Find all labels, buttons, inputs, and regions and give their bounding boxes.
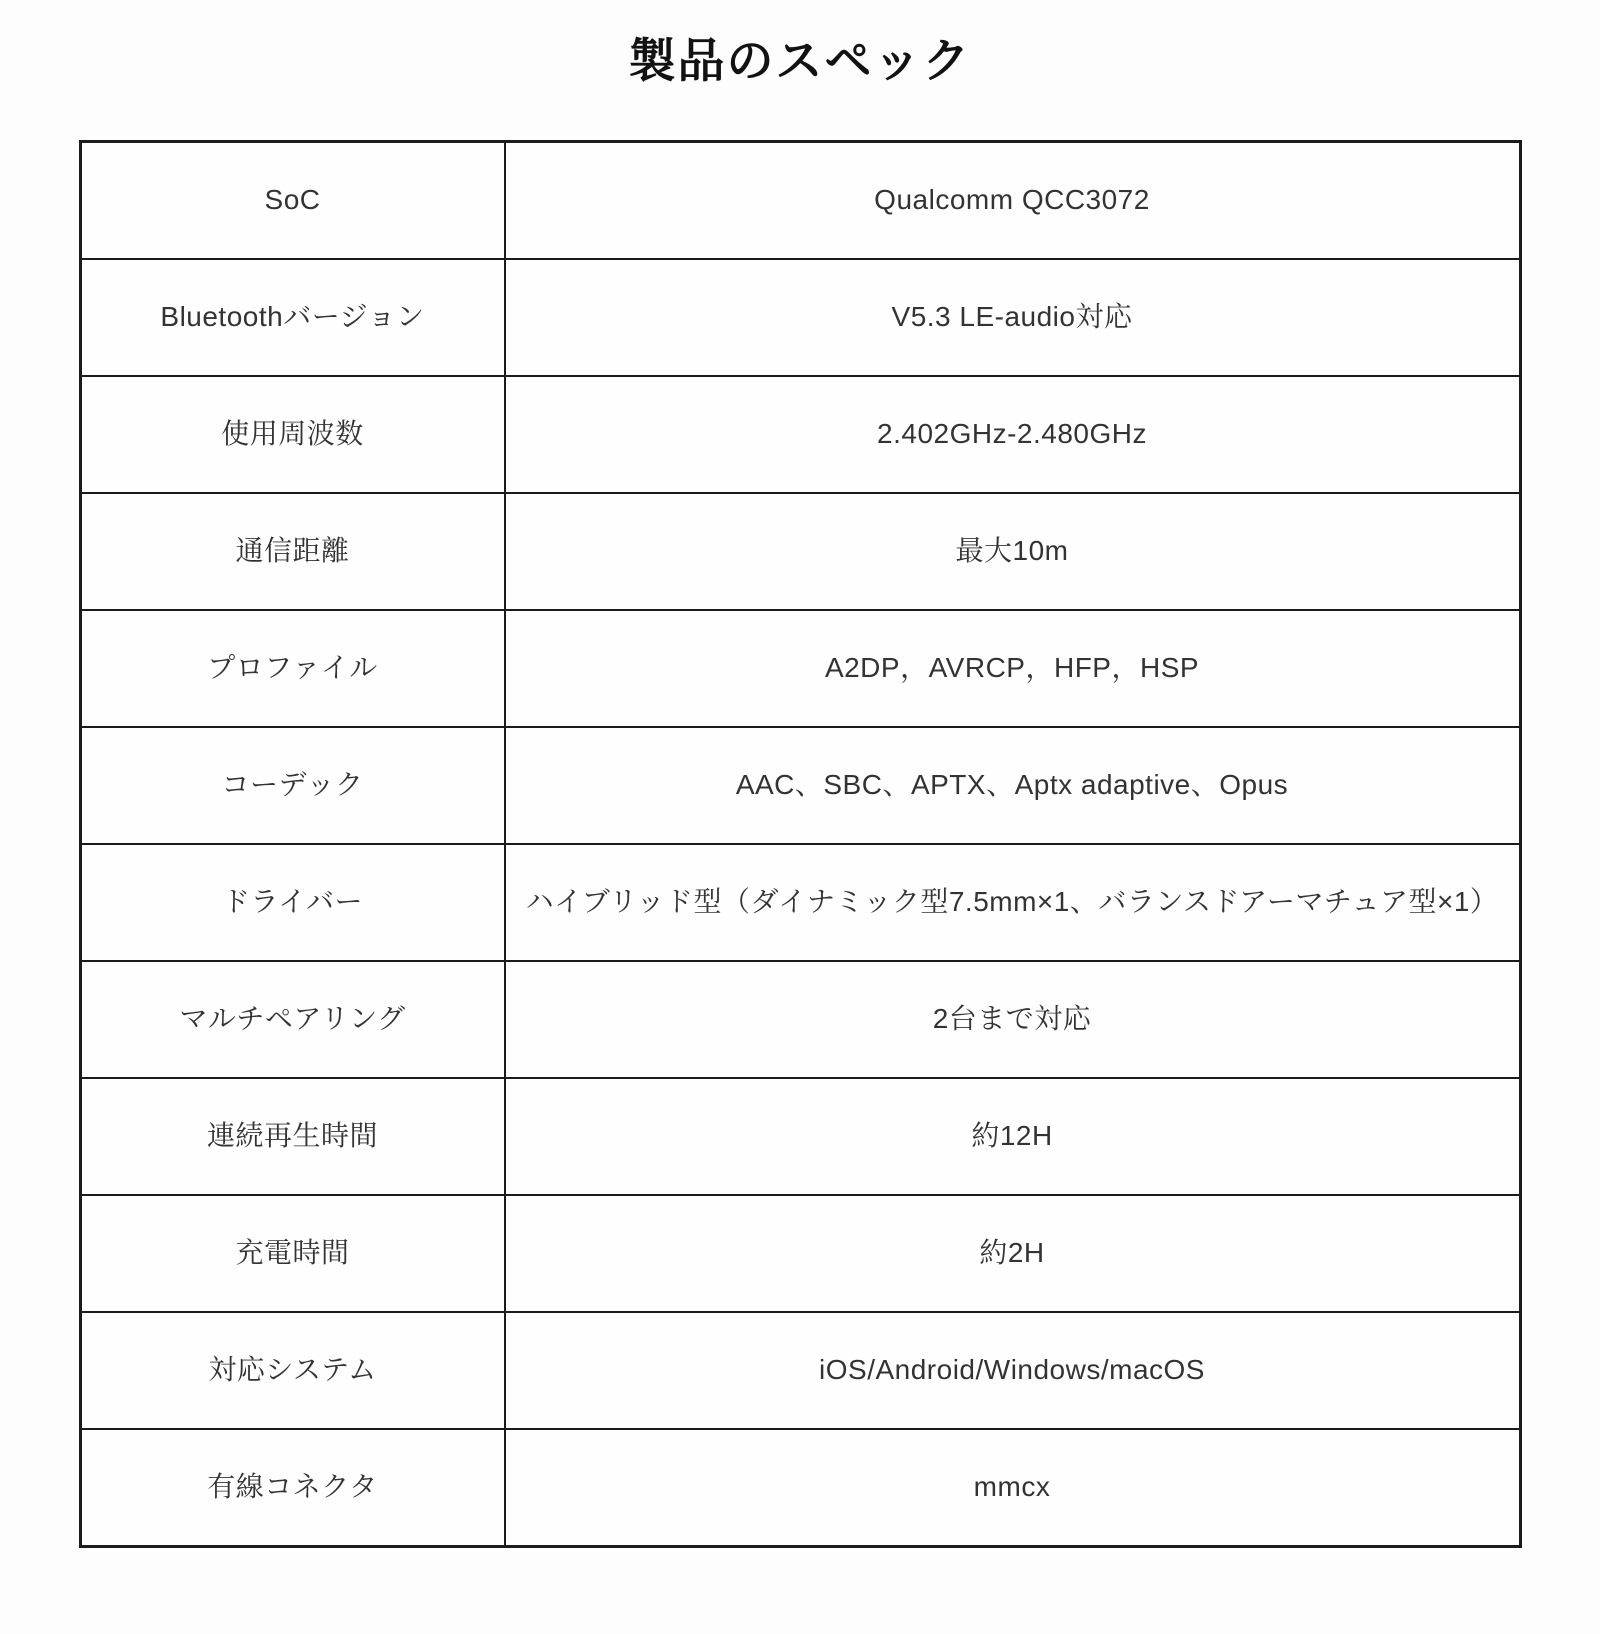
spec-value: ハイブリッド型（ダイナミック型7.5mm×1、バランスドアーマチュア型×1）	[525, 886, 1499, 918]
table-row-bluetooth-version	[82, 258, 1519, 375]
table-row-profiles	[82, 609, 1519, 726]
table-row-codecs	[82, 726, 1519, 843]
spec-label: 連続再生時間	[82, 1079, 506, 1194]
spec-label: プロファイル	[82, 611, 506, 726]
spec-label: Bluetoothバージョン	[82, 260, 506, 375]
spec-table	[79, 140, 1522, 1548]
spec-value: AAC、SBC、APTX、Aptx adaptive、Opus	[735, 769, 1289, 801]
table-row-range	[82, 492, 1519, 609]
table-row-soc	[82, 143, 1519, 258]
table-row-supported-systems	[82, 1311, 1519, 1428]
page-title: 製品のスペック	[628, 34, 972, 87]
spec-value: Qualcomm QCC3072	[874, 184, 1150, 216]
spec-value: iOS/Android/Windows/macOS	[819, 1354, 1205, 1386]
spec-label: 通信距離	[82, 494, 506, 609]
spec-label: SoC	[82, 143, 506, 258]
spec-label: 対応システム	[82, 1313, 506, 1428]
table-row-wired-connector	[82, 1428, 1519, 1545]
table-row-frequency	[82, 375, 1519, 492]
spec-value: 2.402GHz-2.480GHz	[877, 418, 1147, 450]
spec-label: コーデック	[82, 728, 506, 843]
spec-label: 充電時間	[82, 1196, 506, 1311]
table-row-charge-time	[82, 1194, 1519, 1311]
spec-value: 2台まで対応	[932, 1003, 1092, 1035]
spec-value: 最大10m	[955, 535, 1069, 567]
spec-value: 約12H	[971, 1120, 1053, 1152]
table-row-playtime	[82, 1077, 1519, 1194]
table-row-multipairing	[82, 960, 1519, 1077]
spec-value: A2DP，AVRCP，HFP，HSP	[824, 652, 1200, 684]
spec-value: mmcx	[973, 1471, 1051, 1503]
spec-label: マルチペアリング	[82, 962, 506, 1077]
spec-label: ドライバー	[82, 845, 506, 960]
spec-value: V5.3 LE-audio対応	[891, 301, 1133, 333]
spec-label: 有線コネクタ	[82, 1430, 506, 1545]
spec-label: 使用周波数	[82, 377, 506, 492]
spec-value: 約2H	[979, 1237, 1045, 1269]
table-row-drivers	[82, 843, 1519, 960]
